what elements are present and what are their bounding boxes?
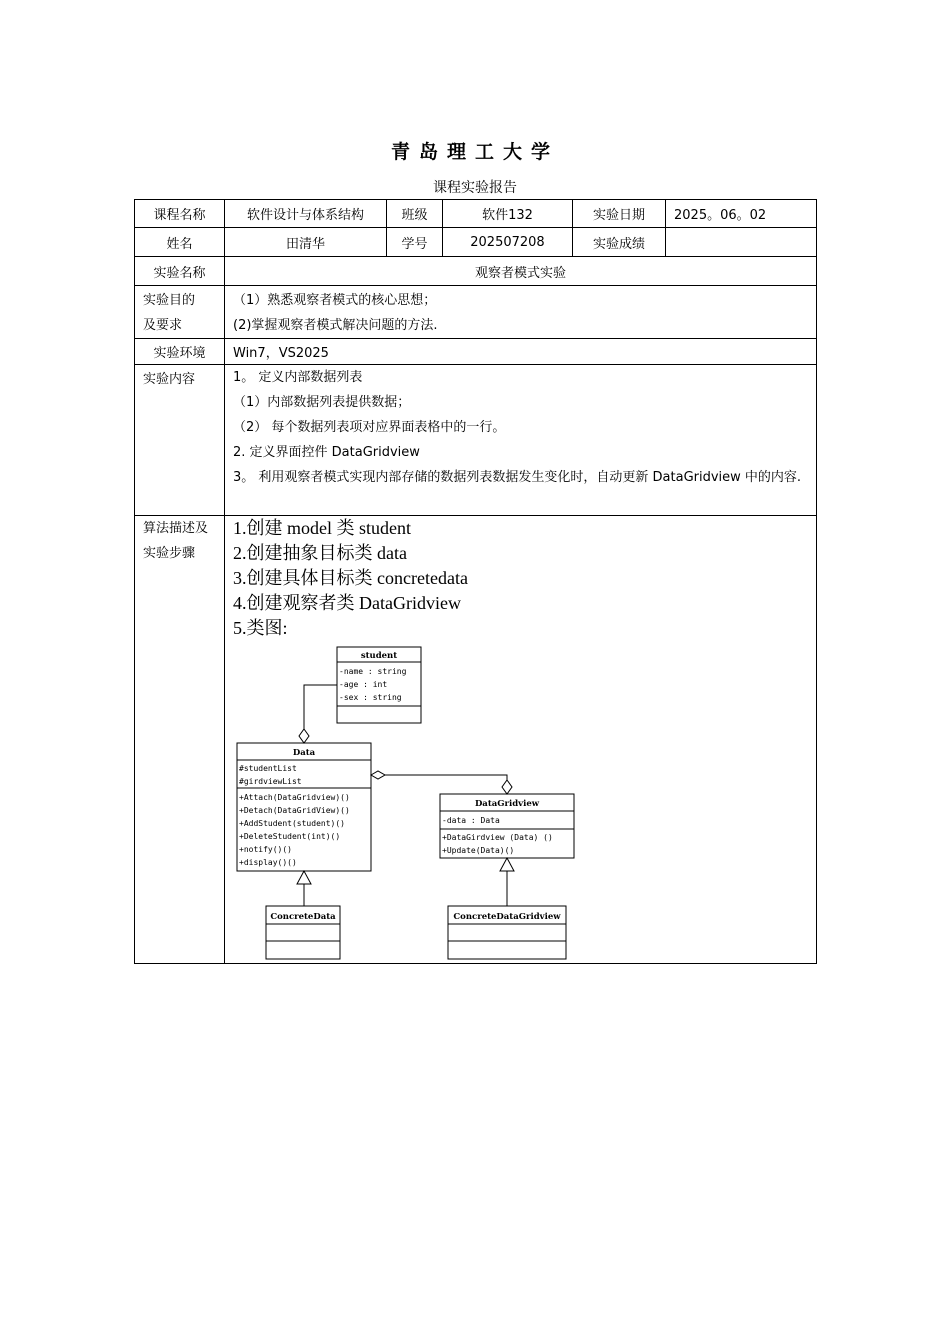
content-item: 3。 利用观察者模式实现内部存储的数据列表数据发生变化时，自动更新 DataGridview 中的内容. bbox=[233, 470, 802, 485]
id-value: 202507208 bbox=[443, 228, 573, 257]
data-op: +AddStudent(student)() bbox=[239, 819, 345, 828]
purpose-content bbox=[225, 286, 817, 339]
content-item: （2） 每个数据列表项对应界面表格中的一行。 bbox=[233, 420, 506, 435]
algorithm-step: 2.创建抽象目标类 data bbox=[233, 543, 407, 563]
inheritance-arrow-data bbox=[297, 871, 311, 884]
aggregation-diamond-student bbox=[299, 729, 309, 743]
aggregation-line-student bbox=[304, 685, 337, 729]
aggregation-line-grid bbox=[385, 775, 507, 780]
aggregation-diamond-data bbox=[371, 771, 385, 779]
algorithm-step: 1.创建 model 类 student bbox=[233, 518, 411, 538]
algorithm-label-line1: 算法描述及 bbox=[143, 521, 209, 536]
row-environment bbox=[135, 339, 817, 365]
data-op: +Detach(DataGridView)() bbox=[239, 806, 350, 815]
row-algorithm bbox=[135, 516, 817, 964]
algorithm-label-line2: 实验步骤 bbox=[143, 546, 196, 561]
purpose-label bbox=[135, 286, 225, 339]
data-op: +display()() bbox=[239, 858, 297, 867]
score-value bbox=[666, 228, 817, 257]
data-class-name: Data bbox=[292, 748, 316, 758]
uml-class-diagram bbox=[233, 645, 593, 963]
student-attr: -name : string bbox=[339, 667, 407, 676]
id-label: 学号 bbox=[387, 228, 443, 257]
name-value: 田清华 bbox=[225, 228, 387, 257]
data-attr: #girdviewList bbox=[239, 777, 302, 786]
class-value: 软件132 bbox=[443, 200, 573, 228]
row-student bbox=[135, 228, 817, 257]
purpose-label-line2: 及要求 bbox=[143, 318, 183, 333]
student-attr: -sex : string bbox=[339, 693, 402, 702]
experiment-name-label: 实验名称 bbox=[135, 257, 225, 286]
concrete-data-class-name: ConcreteData bbox=[270, 912, 336, 922]
data-attr: #studentList bbox=[239, 764, 297, 773]
purpose-item: (2)掌握观察者模式解决问题的方法. bbox=[233, 318, 438, 333]
report-title: 课程实验报告 bbox=[433, 180, 517, 196]
university-title: 青岛理工大学 bbox=[390, 141, 559, 163]
report-table bbox=[134, 199, 817, 964]
inheritance-arrow-grid bbox=[500, 858, 514, 871]
algorithm-step: 5.类图: bbox=[233, 618, 288, 638]
content-label: 实验内容 bbox=[135, 365, 225, 516]
data-op: +Attach(DataGridview)() bbox=[239, 793, 350, 802]
date-value: 2025。06。02 bbox=[666, 200, 817, 228]
purpose-item: （1）熟悉观察者模式的核心思想； bbox=[233, 293, 437, 308]
environment-value: Win7，VS2025 bbox=[225, 339, 817, 365]
course-label: 课程名称 bbox=[135, 200, 225, 228]
algorithm-step: 4.创建观察者类 DataGridview bbox=[233, 593, 461, 613]
experiment-name-value: 观察者模式实验 bbox=[225, 257, 817, 286]
row-experiment-name bbox=[135, 257, 817, 286]
student-class-name: student bbox=[360, 651, 398, 661]
grid-class-name: DataGridview bbox=[474, 799, 540, 809]
row-content bbox=[135, 365, 817, 516]
content-item: 1。 定义内部数据列表 bbox=[233, 370, 363, 385]
grid-attr: -data : Data bbox=[442, 816, 500, 825]
content-item: （1）内部数据列表提供数据； bbox=[233, 395, 411, 410]
data-op: +DeleteStudent(int)() bbox=[239, 832, 341, 841]
algorithm-label bbox=[135, 516, 225, 964]
environment-label: 实验环境 bbox=[135, 339, 225, 365]
name-label: 姓名 bbox=[135, 228, 225, 257]
course-value: 软件设计与体系结构 bbox=[225, 200, 387, 228]
purpose-label-line1: 实验目的 bbox=[143, 293, 196, 308]
algorithm-step: 3.创建具体目标类 concretedata bbox=[233, 568, 468, 588]
concrete-grid-class-name: ConcreteDataGridview bbox=[453, 912, 561, 922]
class-label: 班级 bbox=[387, 200, 443, 228]
algorithm-body bbox=[225, 516, 817, 964]
grid-op: +Update(Data)() bbox=[442, 846, 515, 855]
content-item: 2. 定义界面控件 DataGridview bbox=[233, 445, 420, 460]
algorithm-steps bbox=[233, 516, 808, 641]
date-label: 实验日期 bbox=[573, 200, 666, 228]
row-purpose bbox=[135, 286, 817, 339]
data-op: +notify()() bbox=[239, 845, 292, 854]
content-body bbox=[225, 365, 817, 516]
row-course bbox=[135, 200, 817, 228]
aggregation-diamond-grid bbox=[502, 780, 512, 794]
grid-op: +DataGirdview (Data) () bbox=[442, 833, 553, 842]
score-label: 实验成绩 bbox=[573, 228, 666, 257]
student-attr: -age : int bbox=[339, 680, 388, 689]
